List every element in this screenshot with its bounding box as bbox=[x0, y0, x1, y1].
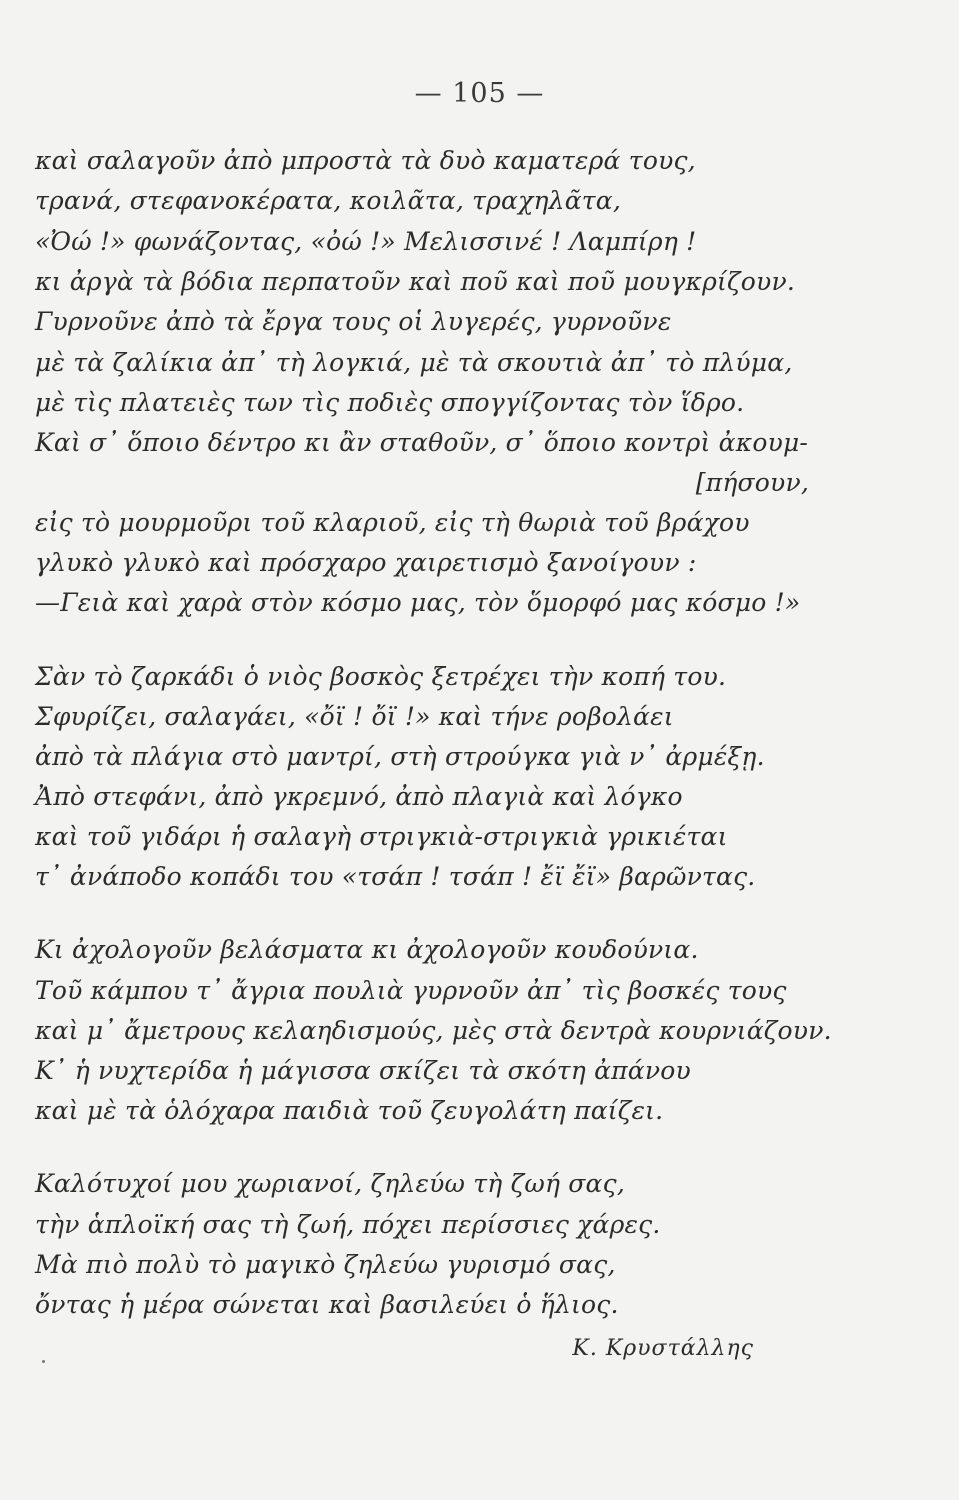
poem-line: Ἀπὸ στεφάνι, ἀπὸ γκρεμνό, ἀπὸ πλαγιὰ καὶ λόγκο bbox=[35, 782, 683, 811]
poem-line: Μὰ πιὸ πολὺ τὸ μαγικὸ ζηλεύω γυρισμό σας, bbox=[35, 1250, 616, 1279]
poem-line: γλυκὸ γλυκὸ καὶ πρόσχαρο χαιρετισμὸ ξανοίγουν : bbox=[35, 548, 697, 577]
poem-line: εἰς τὸ μουρμοῦρι τοῦ κλαριοῦ, εἰς τὴ θωριὰ τοῦ βράχου bbox=[35, 508, 750, 537]
poem-line: «Ὀώ !» φωνάζοντας, «ὀώ !» Μελισσινέ ! Λαμπίρη ! bbox=[35, 227, 697, 256]
poem-line: καὶ μ᾽ ἄμετρους κελαηδισμούς, μὲς στὰ δεντρὰ κουρνιάζουν. bbox=[35, 1016, 832, 1045]
poem-line: Σφυρίζει, σαλαγάει, «ὄϊ ! ὄϊ !» καὶ τήνε ροβολάει bbox=[35, 702, 674, 731]
poem-line: καὶ μὲ τὰ ὁλόχαρα παιδιὰ τοῦ ζευγολάτη παίζει. bbox=[35, 1096, 664, 1125]
poem-line: τρανά, στεφανοκέρατα, κοιλᾶτα, τραχηλᾶτα, bbox=[35, 186, 622, 215]
poem-line: ἀπὸ τὰ πλάγια στὸ μαντρί, στὴ στρούγκα γιὰ ν᾽ ἀρμέξῃ. bbox=[35, 742, 765, 771]
poem-line: Καὶ σ᾽ ὅποιο δέντρο κι ἂν σταθοῦν, σ᾽ ὅποιο κοντρὶ ἀκουμ- bbox=[35, 428, 809, 457]
poem-line: Κι ἀχολογοῦν βελάσματα κι ἀχολογοῦν κουδούνια. bbox=[35, 935, 699, 964]
poem-line: ὄντας ἡ μέρα σώνεται καὶ βασιλεύει ὁ ἥλιος. bbox=[35, 1290, 619, 1319]
poem-line: Τοῦ κάμπου τ᾽ ἄγρια πουλιὰ γυρνοῦν ἀπ᾽ τὶς βοσκές τους bbox=[35, 976, 787, 1005]
poem-line: καὶ σαλαγοῦν ἀπὸ μπροστὰ τὰ δυὸ καματερά τους, bbox=[35, 146, 696, 175]
poem-line: Καλότυχοί μου χωριανοί, ζηλεύω τὴ ζωή σας, bbox=[35, 1169, 625, 1198]
poem-line: τὴν ἁπλοϊκή σας τὴ ζωή, πόχει περίσσιες χάρες. bbox=[35, 1210, 661, 1239]
poem-line: μὲ τὶς πλατειὲς των τὶς ποδιὲς σπογγίζοντας τὸν ἵδρο. bbox=[35, 388, 745, 417]
poem-line: Κ᾽ ἡ νυχτερίδα ἡ μάγισσα σκίζει τὰ σκότη ἀπάνου bbox=[35, 1056, 691, 1085]
poem-line: —Γειὰ καὶ χαρὰ στὸν κόσμο μας, τὸν ὅμορφό μας κόσμο !» bbox=[35, 588, 801, 617]
author-signature: Κ. Κρυστάλλης bbox=[572, 1336, 754, 1361]
poem-line: Σὰν τὸ ζαρκάδι ὁ νιὸς βοσκὸς ξετρέχει τὴν κοπή του. bbox=[35, 662, 727, 691]
poem-line: καὶ τοῦ γιδάρι ἡ σαλαγὴ στριγκιὰ-στριγκιὰ γρικιέται bbox=[35, 822, 728, 851]
poem-line: τ᾽ ἀνάποδο κοπάδι του «τσάπ ! τσάπ ! ἔϊ ἔϊ» βαρῶντας. bbox=[35, 862, 756, 891]
page-number: — 105 — bbox=[414, 78, 545, 109]
poem-line: μὲ τὰ ζαλίκια ἀπ᾽ τὴ λογκιά, μὲ τὰ σκουτιὰ ἀπ᾽ τὸ πλύμα, bbox=[35, 348, 793, 377]
poem-line-continuation: [πήσουν, bbox=[695, 468, 809, 497]
poem-line: Γυρνοῦνε ἀπὸ τὰ ἔργα τους οἱ λυγερές, γυρνοῦνε bbox=[35, 307, 672, 336]
poem-line: κι ἀργὰ τὰ βόδια περπατοῦν καὶ ποῦ καὶ ποῦ μουγκρίζουν. bbox=[35, 267, 795, 296]
print-speck bbox=[42, 1360, 45, 1363]
